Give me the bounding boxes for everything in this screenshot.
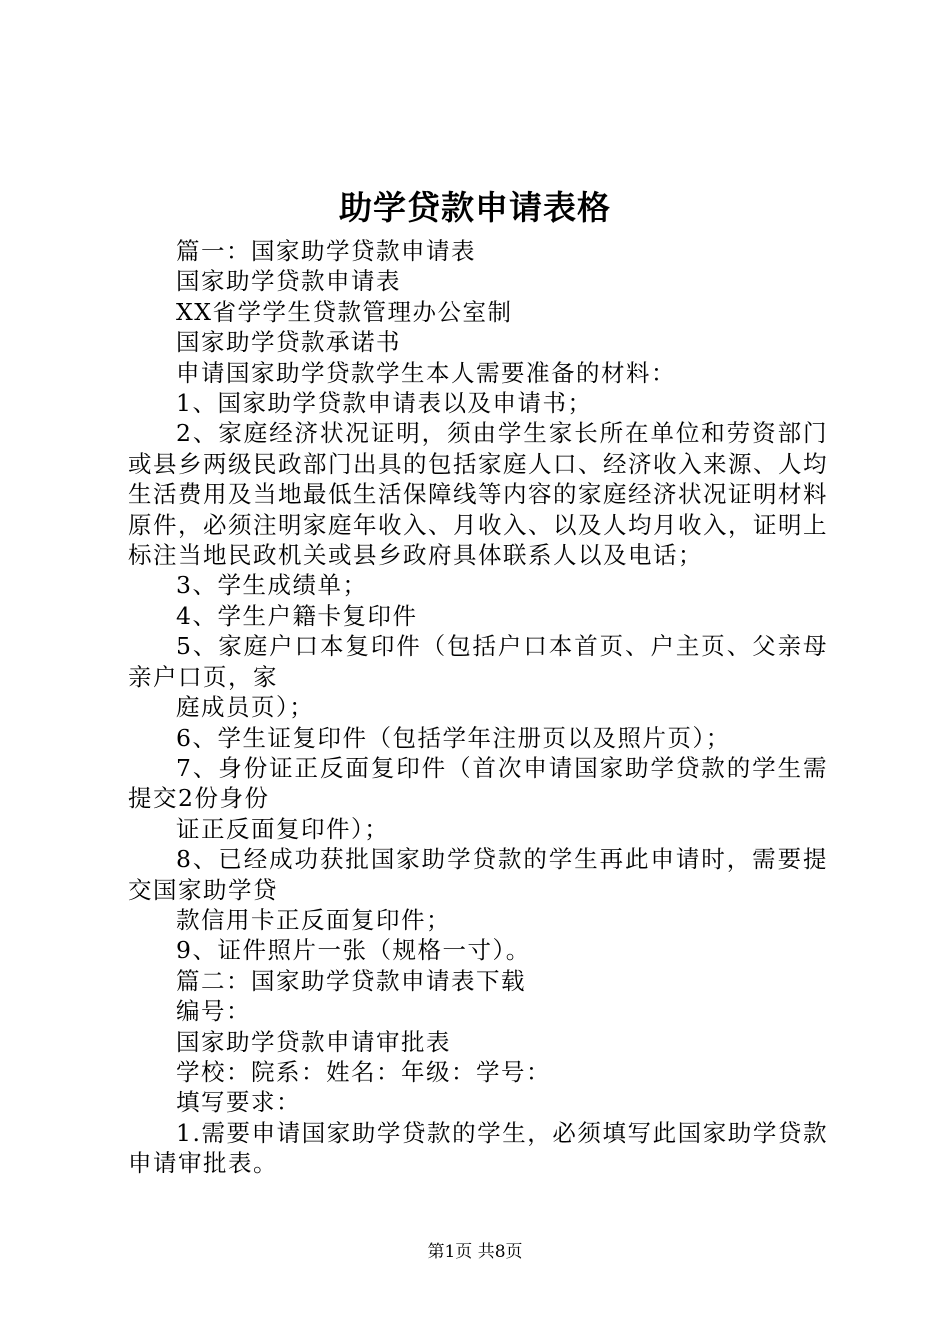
paragraph: 填写要求： bbox=[176, 1088, 301, 1117]
paragraph: 申请国家助学贷款学生本人需要准备的材料： bbox=[176, 358, 676, 387]
document-body bbox=[128, 236, 828, 1179]
paragraph: 9、证件照片一张（规格一寸）。 bbox=[176, 936, 531, 965]
paragraph: 篇一：国家助学贷款申请表 bbox=[176, 237, 476, 265]
paragraph: 国家助学贷款申请表 bbox=[176, 267, 401, 296]
paragraph: 款信用卡正反面复印件； bbox=[176, 905, 451, 934]
paragraph: 8、已经成功获批国家助学贷款的学生再此申请时，需要提交国家助学贷 bbox=[128, 845, 828, 904]
paragraph: 1、国家助学贷款申请表以及申请书； bbox=[176, 389, 593, 418]
paragraph: 国家助学贷款承诺书 bbox=[176, 328, 401, 357]
paragraph: 7、身份证正反面复印件（首次申请国家助学贷款的学生需提交2份身份 bbox=[128, 753, 828, 813]
paragraph: 学校：院系：姓名：年级：学号： bbox=[176, 1057, 551, 1086]
paragraph: 篇二：国家助学贷款申请表下载 bbox=[176, 966, 526, 995]
paragraph: 庭成员页）； bbox=[176, 693, 315, 722]
paragraph: 证正反面复印件）； bbox=[176, 814, 390, 843]
paragraph: 国家助学贷款申请审批表 bbox=[176, 1027, 451, 1056]
paragraph: XX省学学生贷款管理办公室制 bbox=[176, 297, 513, 326]
paragraph: 2、家庭经济状况证明，须由学生家长所在单位和劳资部门或县乡两级民政部门出具的包括家庭人口、经济收入来源、人均生活费用及当地最低生活保障线等内容的家庭经济状况证明材料原件，必须注明家庭年收入、月收入、以及人均月收入，证明上标注当地民政机关或县乡政府具体联系人以及电话； bbox=[128, 419, 828, 570]
page-indicator: 第1页 共8页 bbox=[427, 1242, 523, 1262]
paragraph: 3、学生成绩单； bbox=[176, 571, 368, 600]
paragraph: 编号： bbox=[176, 997, 251, 1026]
paragraph: 6、学生证复印件（包括学年注册页以及照片页）； bbox=[176, 723, 731, 752]
paragraph: 4、学生户籍卡复印件 bbox=[176, 601, 418, 630]
paragraph: 1.需要申请国家助学贷款的学生，必须填写此国家助学贷款申请审批表。 bbox=[128, 1118, 828, 1178]
paragraph: 5、家庭户口本复印件（包括户口本首页、户主页、父亲母亲户口页，家 bbox=[128, 632, 828, 691]
document-title: 助学贷款申请表格 bbox=[339, 188, 611, 227]
